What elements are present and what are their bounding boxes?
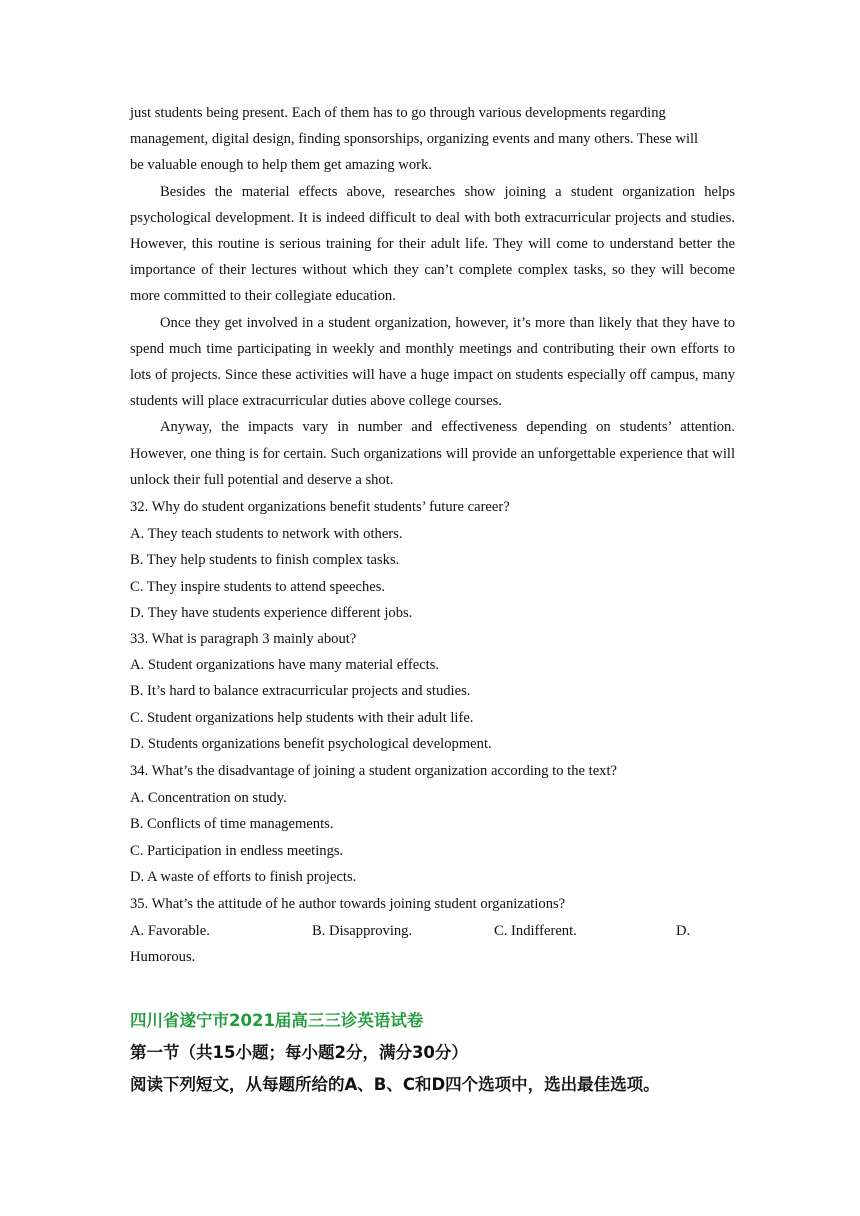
document-page — [130, 100, 735, 1101]
section-instruction: 阅读下列短文，从每题所给的A、B、C和D四个选项中，选出最佳选项。 — [130, 1074, 660, 1094]
paragraph-1 — [130, 100, 735, 179]
paragraph-3: Once they get involved in a student organization, however, it’s more than likely that they have to spend much time participating in weekly and monthly meetings and contributing their own efforts to lots of projects. Since these activities will have a huge impact on students especially off campus, many students will place extracurricular duties above college courses. — [130, 314, 735, 410]
option-a: A. Favorable. — [130, 923, 210, 940]
option-a: A. They teach students to network with others. — [130, 526, 403, 543]
text-line: management, digital design, finding sponsorships, organizing events and many others. These will — [130, 131, 699, 148]
option-b: B. Disapproving. — [312, 923, 413, 940]
option-b: B. It’s hard to balance extracurricular projects and studies. — [130, 683, 471, 700]
question-stem: 35. What’s the attitude of he author towards joining student organizations? — [130, 896, 566, 913]
question-stem: 33. What is paragraph 3 mainly about? — [130, 631, 357, 648]
option-d-text: Humorous. — [130, 949, 196, 966]
options-row — [130, 918, 735, 944]
option-d: D. Students organizations benefit psychological development. — [130, 735, 492, 752]
option-c: C. Student organizations help students with their adult life. — [130, 709, 474, 726]
option-c: C. Participation in endless meetings. — [130, 842, 344, 859]
option-c: C. Indifferent. — [494, 923, 577, 940]
option-d: D. — [676, 923, 691, 940]
section-heading: 第一节（共15小题；每小题2分，满分30分） — [130, 1042, 468, 1062]
text-line: just students being present. Each of them has to go through various developments regarding — [130, 105, 666, 121]
option-d: D. A waste of efforts to finish projects. — [130, 868, 357, 885]
option-a: A. Concentration on study. — [130, 790, 287, 807]
question-stem: 32. Why do student organizations benefit students’ future career? — [130, 499, 510, 516]
option-d: D. They have students experience different jobs. — [130, 604, 413, 621]
option-c: C. They inspire students to attend speeches. — [130, 578, 386, 595]
question-33 — [130, 626, 735, 757]
exam-title: 四川省遂宁市2021届高三三诊英语试卷 — [130, 1010, 424, 1030]
option-b: B. Conflicts of time managements. — [130, 816, 334, 833]
option-a: A. Student organizations have many material effects. — [130, 657, 440, 674]
question-34 — [130, 758, 735, 890]
question-stem: 34. What’s the disadvantage of joining a student organization according to the text? — [130, 763, 618, 780]
question-35 — [130, 891, 735, 971]
option-b: B. They help students to finish complex tasks. — [130, 552, 400, 569]
question-32 — [130, 494, 735, 626]
text-line: be valuable enough to help them get amazing work. — [130, 157, 432, 174]
paragraph-2: Besides the material effects above, researches show joining a student organization helps psychological development. It is indeed difficult to deal with both extracurricular projects and studies. However, this routine is serious training for their adult life. They will come to understand better the importance of their lectures without which they can’t complete complex tasks, so they will become more committed to their collegiate education. — [130, 183, 735, 305]
paragraph-4: Anyway, the impacts vary in number and effectiveness depending on students’ attention. However, one thing is for certain. Such organizations will provide an unforgettable experience that will unlock their full potential and deserve a shot. — [130, 419, 735, 488]
